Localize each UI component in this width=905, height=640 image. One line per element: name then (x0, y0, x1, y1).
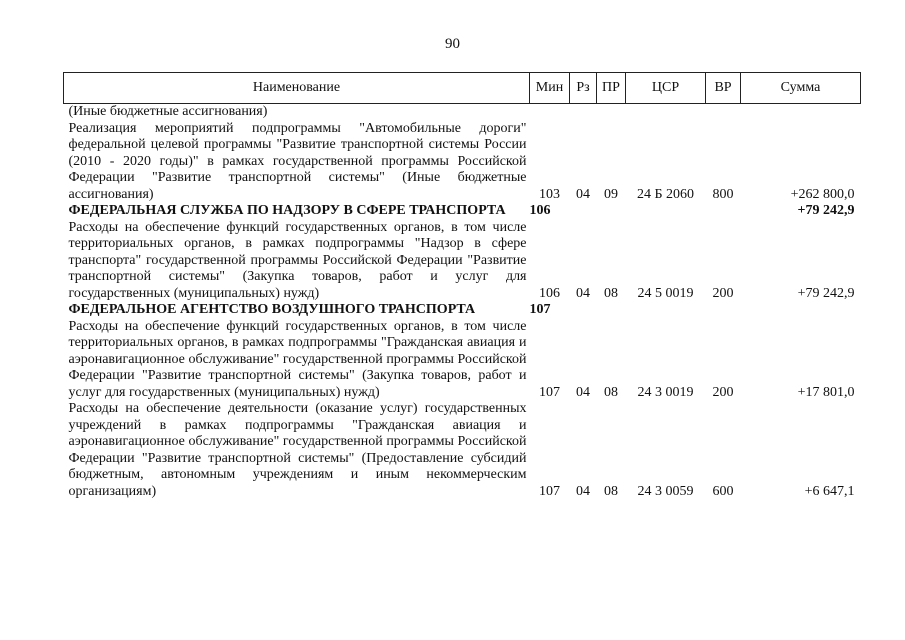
row-min: 103 (539, 186, 560, 202)
table-row (64, 121, 861, 204)
row-rz: 04 (576, 186, 590, 202)
row-name: Расходы на обеспечение функций государственных органов, в том числе территориальных органов, в рамках подпрограммы "Гражданская авиация и аэронавигационное обслуживание" государственной программы Российской Федерации "Развитие транспортной системы" (Закупка товаров, работ и услуг для государственных (муниципальных) нужд) (68, 318, 527, 400)
table-row (64, 220, 861, 303)
row-csr: 24 Б 2060 (636, 186, 695, 202)
row-name: Расходы на обеспечение деятельности (оказание услуг) государственных учреждений в рамках подпрограммы "Гражданская авиация и аэронавигационное обслуживание" государственной программы Российской Федерации "Развитие транспортной системы" (Предоставление субсидий бюджетным, автономным учреждениям и иным некоммерческим организациям) (68, 401, 527, 499)
row-min: 107 (539, 384, 560, 400)
row-csr: 24 3 0059 (637, 483, 694, 499)
header-pr: ПР (597, 73, 626, 104)
row-rz: 04 (576, 483, 590, 499)
row-vr (706, 104, 741, 121)
row-pr (597, 104, 626, 121)
row-vr (706, 203, 741, 220)
table-row (64, 104, 861, 121)
row-vr: 800 (712, 186, 734, 202)
row-sum: +79 242,9 (797, 203, 855, 218)
row-sum: +79 242,9 (797, 285, 855, 301)
row-rz (570, 104, 597, 121)
table-row (64, 319, 861, 402)
row-pr (597, 302, 626, 319)
table-header-row (64, 73, 861, 104)
row-name: Реализация мероприятий подпрограммы "Автомобильные дороги" федеральной целевой программы "Развитие транспортной системы России (2010 - 2020 годы)" в рамках государственной программы Российской Федерации "Развитие транспортной системы" (Иные бюджетные ассигнования) (68, 120, 527, 202)
row-csr (626, 203, 706, 220)
row-min: 106 (539, 285, 560, 301)
row-pr (597, 203, 626, 220)
row-name: Расходы на обеспечение функций государственных органов, в том числе территориальных органов, в рамках подпрограммы "Надзор в сфере транспорта" государственной программы Российской Федерации "Развитие транспортной системы" (Закупка товаров, работ и услуг для государственных (муниципальных) нужд) (68, 219, 527, 301)
row-min: 106 (529, 203, 551, 218)
page-number: 90 (445, 36, 460, 52)
budget-table (63, 72, 861, 500)
row-vr: 200 (712, 384, 734, 400)
header-min: Мин (530, 73, 570, 104)
row-pr: 08 (604, 285, 618, 301)
row-pr: 09 (604, 186, 618, 202)
header-vr: ВР (706, 73, 741, 104)
row-sum (741, 104, 861, 121)
table-row-section (64, 302, 861, 319)
header-csr: ЦСР (626, 73, 706, 104)
row-min: 107 (529, 302, 551, 317)
row-sum: +262 800,0 (790, 186, 855, 202)
table-row (64, 401, 861, 500)
row-sum: +6 647,1 (804, 483, 855, 499)
row-sum (741, 302, 861, 319)
row-name: ФЕДЕРАЛЬНОЕ АГЕНТСТВО ВОЗДУШНОГО ТРАНСПОРТА (68, 302, 476, 317)
row-vr: 200 (712, 285, 734, 301)
row-name: ФЕДЕРАЛЬНАЯ СЛУЖБА ПО НАДЗОРУ В СФЕРЕ ТРАНСПОРТА (68, 203, 506, 218)
row-min (530, 104, 570, 121)
row-min: 107 (539, 483, 560, 499)
table-row-section (64, 203, 861, 220)
row-csr (626, 302, 706, 319)
row-pr: 08 (604, 483, 618, 499)
row-sum: +17 801,0 (797, 384, 855, 400)
header-sum: Сумма (741, 73, 861, 104)
row-rz: 04 (576, 285, 590, 301)
row-name: (Иные бюджетные ассигнования) (68, 104, 268, 119)
row-csr: 24 3 0019 (637, 384, 694, 400)
row-rz: 04 (576, 384, 590, 400)
row-csr: 24 5 0019 (637, 285, 694, 301)
row-pr: 08 (604, 384, 618, 400)
row-rz (570, 302, 597, 319)
row-vr (706, 302, 741, 319)
header-rz: Рз (570, 73, 597, 104)
row-rz (570, 203, 597, 220)
row-vr: 600 (712, 483, 734, 499)
header-name: Наименование (64, 73, 530, 104)
row-csr (626, 104, 706, 121)
